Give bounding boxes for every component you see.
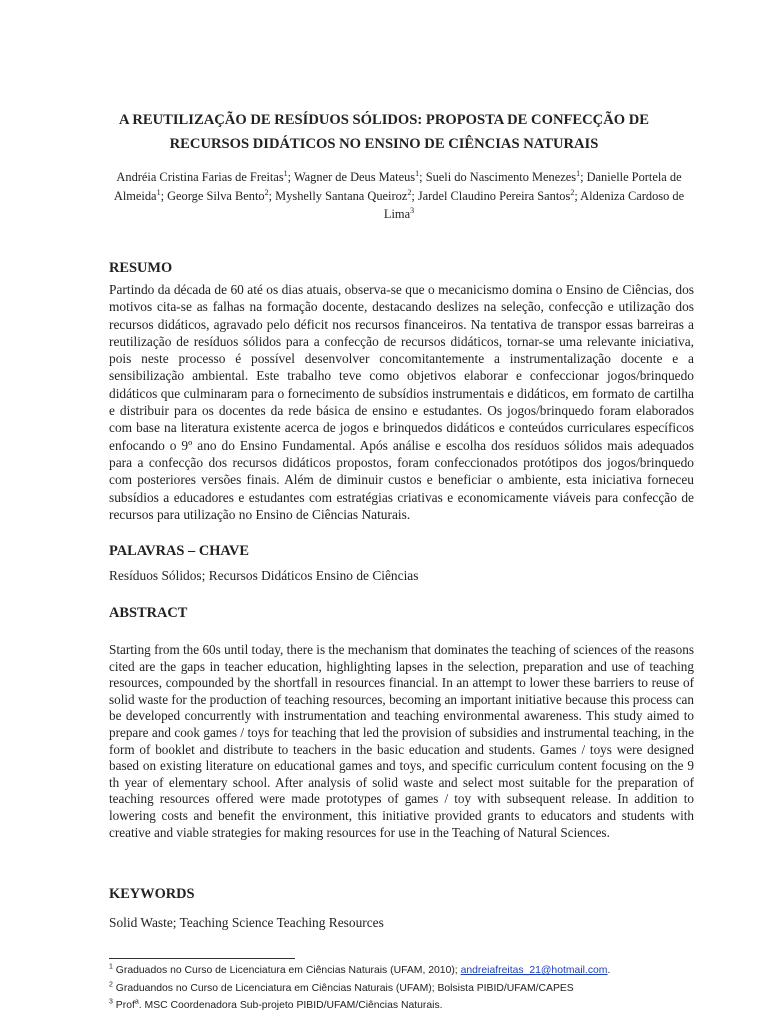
footnote-prefix-mark: a bbox=[134, 998, 139, 1006]
footnote-1 bbox=[109, 964, 610, 978]
author-affiliation-mark: 2 bbox=[407, 187, 412, 197]
author-affiliation-mark: 3 bbox=[410, 205, 415, 215]
footnote-3 bbox=[109, 999, 443, 1013]
palavras-chave-heading: PALAVRAS – CHAVE bbox=[109, 543, 249, 559]
author-name: Andréia Cristina Farias de Freitas bbox=[116, 170, 284, 184]
author-affiliation-mark: 2 bbox=[264, 187, 269, 197]
abstract-heading: ABSTRACT bbox=[109, 605, 188, 621]
abstract-text: Starting from the 60s until today, there is the mechanism that dominates the teaching of sciences of the reasons cited are the gaps in teacher education, highlighting lapses in the selection, preparation and use of teaching resources, compounded by the shortfall in resources financial. In an attempt to lower these barriers to reuse of solid waste for the production of teaching resources, becoming an important initiative because this process can be developed concurrently with instrumentation and teaching environmental awareness. This study aimed to prepare and cook games / toys for teaching that led the provision of subsidies and instrumental teaching, in the form of booklet and distribute to teachers in the basic education and students. Games / toys were designed based on existing literature on educational games and toys, and specific curriculum content focusing on the 9 th year of elementary school. After analysis of solid waste and select most suitable for the preparation of teaching resources offered were made prototypes of games / toy with subsequent release. In addition to lowering costs and benefit the environment, this initiative provided grants to educators and students with creative and viable strategies for making resources for use in the Teaching of Natural Sciences. bbox=[109, 642, 694, 840]
author-name: Myshelly Santana Queiroz bbox=[275, 188, 408, 203]
author-name: Wagner de Deus Mateus bbox=[293, 170, 416, 184]
title-line-2: RECURSOS DIDÁTICOS NO ENSINO DE CIÊNCIAS NATURAIS bbox=[169, 136, 599, 152]
author-affiliation-mark: 1 bbox=[576, 168, 581, 178]
author-name: George Silva Bento bbox=[167, 188, 265, 203]
footnote-text: Graduandos no Curso de Licenciatura em Ciências Naturais (UFAM); Bolsista PIBID/UFAM/CAPES bbox=[115, 983, 574, 994]
footnote-divider bbox=[109, 958, 295, 959]
palavras-chave-text: Resíduos Sólidos; Recursos Didáticos Ensino de Ciências bbox=[109, 568, 419, 583]
email-link[interactable]: andreiafreitas_21@hotmail.com bbox=[460, 965, 608, 976]
author-name: Aldeniza Cardoso de Lima bbox=[383, 188, 685, 221]
footnote-suffix: . bbox=[607, 965, 611, 976]
footnote-mark: 2 bbox=[109, 981, 113, 989]
footnote-2 bbox=[109, 982, 574, 996]
keywords-heading: KEYWORDS bbox=[109, 886, 195, 902]
footnote-text: Graduados no Curso de Licenciatura em Ciências Naturais (UFAM, 2010); bbox=[115, 965, 461, 976]
footnote-mark: 1 bbox=[109, 963, 113, 971]
resumo-heading: RESUMO bbox=[109, 260, 173, 276]
author-list: Andréia Cristina Farias de Freitas$^1$; Wagner de Deus Mateus$^1$; Sueli do Nascimento Menezes$^1$; Danielle Portela de Almeida$^1$; George Silva Bento$^2$; Myshelly Santana Queiroz$^2$; Jardel Claudino Pereira Santos$^2$; Aldeniza Cardoso de Lima$^3$ bbox=[113, 168, 685, 221]
footnote-mark: 3 bbox=[109, 998, 113, 1006]
footnote-text: . MSC Coordenadora Sub-projeto PIBID/UFAM/Ciências Naturais. bbox=[138, 1000, 443, 1011]
author-name: Jardel Claudino Pereira Santos bbox=[417, 188, 571, 203]
title-line-1: A REUTILIZAÇÃO DE RESÍDUOS SÓLIDOS: PROPOSTA DE CONFECÇÃO DE bbox=[118, 112, 650, 128]
author-affiliation-mark: 1 bbox=[156, 187, 161, 197]
resumo-text: Partindo da década de 60 até os dias atuais, observa-se que o mecanicismo domina o Ensino de Ciências, dos motivos cita-se as falhas na formação docente, destacando deslizes na seleção, confecção e utilização dos recursos didáticos, agravado pelo déficit nos recursos financeiros. Na tentativa de transpor essas barreiras a reutilização de resíduos sólidos para a confecção de recursos didáticos, tornar-se uma relevante iniciativa, pois neste processo é possível desenvolver concomitantemente a instrumentalização docente e a sensibilização ambiental. Este trabalho teve como objetivos elaborar e confeccionar jogos/brinquedo didáticos que culminaram para o fornecimento de subsídios instrumentais e didáticos, em formato de cartilha e distribuir para os docentes da rede básica de ensino e estudantes. Os jogos/brinquedo foram elaborados com base na literatura existente acerca de jogos e brinquedos didáticos e conteúdos curriculares específicos enfocando o 9º ano do Ensino Fundamental. Após análise e escolha dos resíduos sólidos mais adequados para a confecção dos recursos didáticos propostos, foram confeccionados protótipos dos jogos/brinquedo com posteriores versões finais. Além de diminuir custos e beneficiar o ambiente, esta iniciativa forneceu subsídios a educadores e estudantes com estratégias criativas e economicamente viáveis para confecção de recursos para utilização no Ensino de Ciências Naturais. bbox=[109, 282, 694, 522]
keywords-text: Solid Waste; Teaching Science Teaching Resources bbox=[109, 915, 384, 930]
paper-title bbox=[100, 108, 668, 156]
author-name: Danielle Portela de Almeida bbox=[113, 170, 682, 203]
author-affiliation-mark: 1 bbox=[415, 168, 420, 178]
author-affiliation-mark: 2 bbox=[570, 187, 575, 197]
footnote-prefix: Prof bbox=[115, 1000, 135, 1011]
author-affiliation-mark: 1 bbox=[283, 168, 288, 178]
author-name: Sueli do Nascimento Menezes bbox=[425, 170, 577, 184]
